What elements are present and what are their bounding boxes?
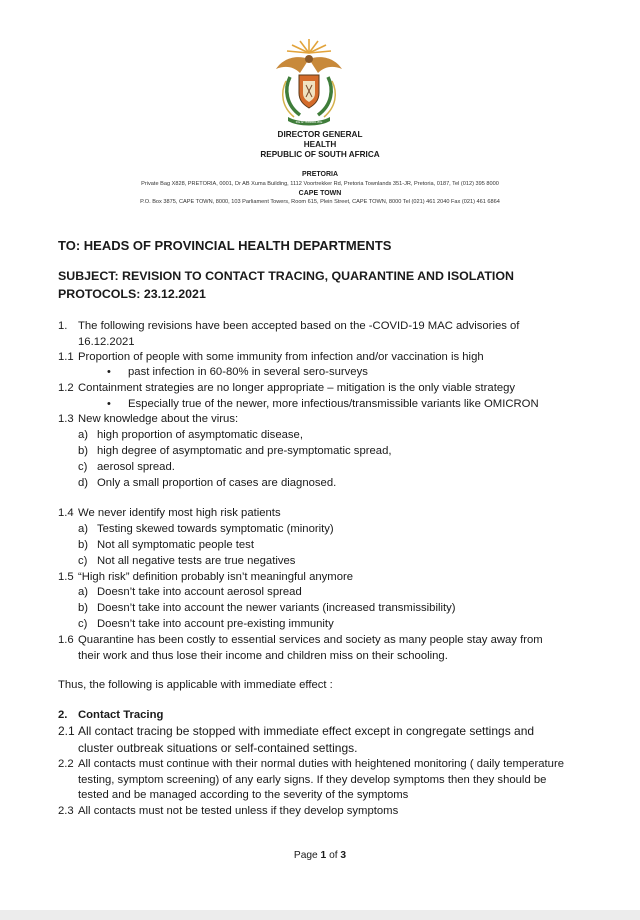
list-item: Not all negative tests are true negatives	[97, 555, 296, 567]
list-item: Doesn’t take into account pre-existing immunity	[97, 618, 334, 630]
para-number: 2.2	[58, 758, 74, 770]
coat-of-arms-emblem	[270, 37, 348, 127]
para-text: their work and thus lose their income and children miss on their schooling.	[78, 650, 448, 662]
header-director-general: DIRECTOR GENERAL	[277, 130, 363, 139]
list-item: high proportion of asymptomatic disease,	[97, 429, 303, 441]
of-word: of	[329, 850, 338, 861]
list-item: Doesn’t take into account aerosol spread	[97, 586, 302, 598]
subject-line: SUBJECT: REVISION TO CONTACT TRACING, QUARANTINE AND ISOLATION PROTOCOLS: 23.12.2021	[58, 269, 514, 301]
para-text: Quarantine has been costly to essential services and society as many people stay away from	[78, 634, 543, 646]
para-text: The following revisions have been accepted based on the -COVID-19 MAC advisories of	[78, 320, 520, 332]
header-city-capetown: CAPE TOWN	[298, 190, 342, 197]
list-item: high degree of asymptomatic and pre-symptomatic spread,	[97, 445, 392, 457]
list-label: c)	[78, 555, 88, 567]
para-text: “High risk” definition probably isn’t meaningful anymore	[78, 571, 354, 583]
list-item: aerosol spread.	[97, 461, 175, 473]
para-text: tested and be managed according to the severity of the symptoms	[78, 789, 409, 801]
header-health: HEALTH	[303, 140, 337, 149]
list-label: b)	[78, 602, 89, 614]
list-item: Testing skewed towards symptomatic (minority)	[97, 523, 334, 535]
bullet-dot-icon: •	[107, 366, 111, 378]
section-number: 2.	[58, 709, 68, 721]
list-item: Not all symptomatic people test	[97, 539, 254, 551]
list-label: b)	[78, 539, 89, 551]
header-address-capetown: P.O. Box 3875, CAPE TOWN, 8000, 103 Parliament Towers, Room 615, Plein Street, CAPE TOWN, 8000 Tel (021) 461 2040 Fax (021) 461 6864	[140, 199, 500, 205]
list-label: a)	[78, 586, 89, 598]
page-total: 3	[340, 850, 347, 861]
para-number: 1.3	[58, 413, 74, 425]
section-title: Contact Tracing	[78, 709, 164, 721]
page-word: Page	[293, 850, 318, 861]
para-text: 16.12.2021	[78, 336, 135, 348]
para-text: Proportion of people with some immunity from infection and/or vaccination is high	[78, 351, 484, 363]
para-text: New knowledge about the virus:	[78, 413, 239, 425]
para-text: We never identify most high risk patients	[78, 507, 281, 519]
addressee-line: TO: HEADS OF PROVINCIAL HEALTH DEPARTMENTS	[58, 238, 392, 253]
para-text: All contacts must not be tested unless if they develop symptoms	[78, 805, 399, 817]
bullet-text: past infection in 60-80% in several sero-surveys	[128, 366, 368, 378]
bullet-text: Especially true of the newer, more infectious/transmissible variants like OMICRON	[128, 398, 539, 410]
header-address-pretoria: Private Bag X828, PRETORIA, 0001, Dr AB Xuma Building, 1112 Voortrekker Rd, Pretoria Townlands 351-JR, Pretoria, 0187, Tel (012) 395 8000	[141, 181, 499, 187]
para-number: 2.1	[58, 724, 75, 738]
para-number: 1.2	[58, 382, 74, 394]
para-number: 2.3	[58, 805, 74, 817]
para-number: 1.6	[58, 634, 74, 646]
list-label: b)	[78, 445, 89, 457]
header-republic: REPUBLIC OF SOUTH AFRICA	[260, 150, 380, 159]
para-text: testing, symptom screening) of any early signs. If they develop symptoms then they should be	[78, 774, 547, 786]
emblem-motto-text: !KE E: /XARRA //KE	[295, 120, 323, 124]
para-text: Containment strategies are no longer appropriate – mitigation is the only viable strategy	[78, 382, 516, 394]
bullet-dot-icon: •	[107, 398, 111, 410]
page-number	[0, 850, 640, 861]
header-city-pretoria: PRETORIA	[301, 171, 339, 178]
para-number: 1.4	[58, 507, 74, 519]
para-number: 1.5	[58, 571, 74, 583]
scan-bottom-edge	[0, 910, 640, 920]
para-number: 1.1	[58, 351, 74, 363]
applicability-statement: Thus, the following is applicable with immediate effect :	[58, 679, 333, 691]
list-label: c)	[78, 618, 88, 630]
list-item: Only a small proportion of cases are diagnosed.	[97, 477, 337, 489]
list-label: a)	[78, 523, 89, 535]
para-text: All contacts must continue with their normal duties with heightened monitoring ( daily temperature	[78, 758, 565, 770]
list-label: a)	[78, 429, 89, 441]
list-label: d)	[78, 477, 89, 489]
list-label: c)	[78, 461, 88, 473]
para-text: All contact tracing be stopped with immediate effect except in congregate settings and	[78, 724, 535, 738]
list-item: Doesn’t take into account the newer variants (increased transmissibility)	[97, 602, 456, 614]
para-number: 1.	[58, 320, 68, 332]
para-text: cluster outbreak situations or self-contained settings.	[78, 741, 358, 755]
page-current: 1	[320, 850, 327, 861]
